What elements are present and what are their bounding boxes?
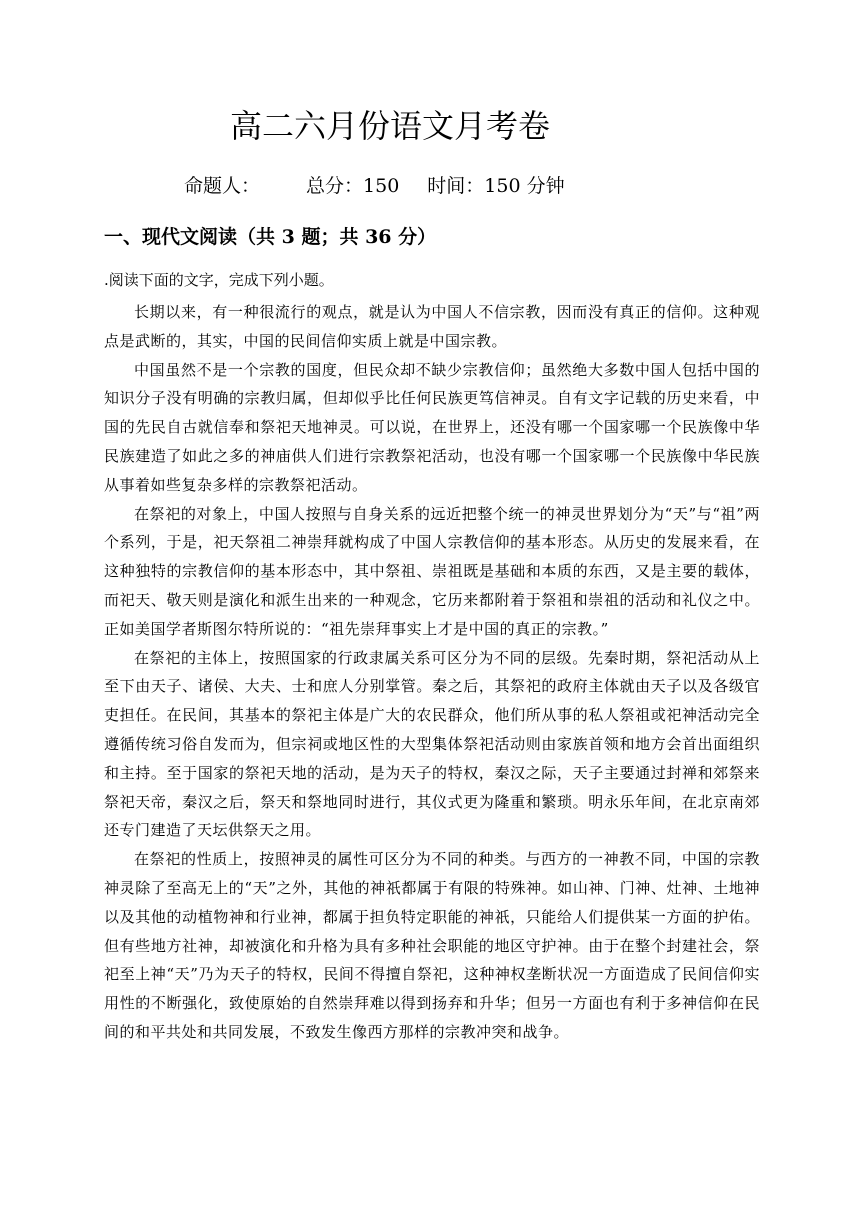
passage-paragraph: 在祭祀的主体上，按照国家的行政隶属关系可区分为不同的层级。先秦时期，祭祀活动从上至下由天子、诸侯、大夫、士和庶人分别掌管。秦之后，其祭祀的政府主体就由天子以及各级官吏担任。在民间，其基本的祭祀主体是广大的农民群众，他们所从事的私人祭祖或祀神活动完全遵循传统习俗自发而为，但宗祠或地区性的大型集体祭祀活动则由家族首领和地方会首出面组织和主持。至于国家的祭祀天地的活动，是为天子的特权，秦汉之际，天子主要通过封禅和郊祭来祭祀天帝，秦汉之后，祭天和祭地同时进行，其仪式更为隆重和繁琐。明永乐年间，在北京南郊还专门建造了天坛供祭天之用。 [104, 648, 760, 840]
section-heading: 一、现代文阅读（共 3 题；共 36 分） [104, 226, 437, 248]
passage-paragraph: 在祭祀的性质上，按照神灵的属性可区分为不同的种类。与西方的一神教不同，中国的宗教神灵除了至高无上的“天”之外，其他的神祇都属于有限的特殊神。如山神、门神、灶神、土地神以及其他的动植物神和行业神，都属于担负特定职能的神祇，只能给人们提供某一方面的护佑。但有些地方社神，却被演化和升格为具有多种社会职能的地区守护神。由于在整个封建社会，祭祀至上神“天”乃为天子的特权，民间不得擅自祭祀，这种神权垄断状况一方面造成了民间信仰实用性的不断强化，致使原始的自然崇拜难以得到扬弃和升华；但另一方面也有利于多神信仰在民间的和平共处和共同发展，不致发生像西方那样的宗教冲突和战争。 [104, 850, 760, 1041]
reading-passage [104, 298, 760, 1047]
passage-paragraph: 在祭祀的对象上，中国人按照与自身关系的远近把整个统一的神灵世界划分为“天”与“祖”两个系列，于是，祀天祭祖二神崇拜就构成了中国人宗教信仰的基本形态。从历史的发展来看，在这种独特的宗教信仰的基本形态中，其中祭祖、崇祖既是基础和本质的东西，又是主要的载体，而祀天、敬天则是演化和派生出来的一种观念，它历来都附着于祭祖和崇祖的活动和礼仪之中。正如美国学者斯图尔特所说的：“祖先崇拜事实上才是中国的真正的宗教。” [104, 504, 760, 638]
author-label: 命题人： [184, 175, 261, 197]
passage-paragraph: 长期以来，有一种很流行的观点，就是认为中国人不信宗教，因而没有真正的信仰。这种观点是武断的，其实，中国的民间信仰实质上就是中国宗教。 [104, 303, 760, 350]
exam-title: 高二六月份语文月考卷 [229, 107, 550, 145]
exam-time: 时间：150 分钟 [427, 175, 565, 197]
total-score: 总分：150 [306, 175, 400, 197]
exam-meta [184, 170, 565, 202]
passage-paragraph: 中国虽然不是一个宗教的国度，但民众却不缺少宗教信仰；虽然绝大多数中国人包括中国的知识分子没有明确的宗教归属，但却似乎比任何民族更笃信神灵。自有文字记载的历史来看，中国的先民自古就信奉和祭祀天地神灵。可以说，在世界上，还没有哪一个国家哪一个民族像中华民族建造了如此之多的神庙供人们进行宗教祭祀活动，也没有哪一个国家哪一个民族像中华民族从事着如些复杂多样的宗教祭祀活动。 [104, 360, 760, 494]
reading-instruction: .阅读下面的文字，完成下列小题。 [104, 271, 334, 289]
